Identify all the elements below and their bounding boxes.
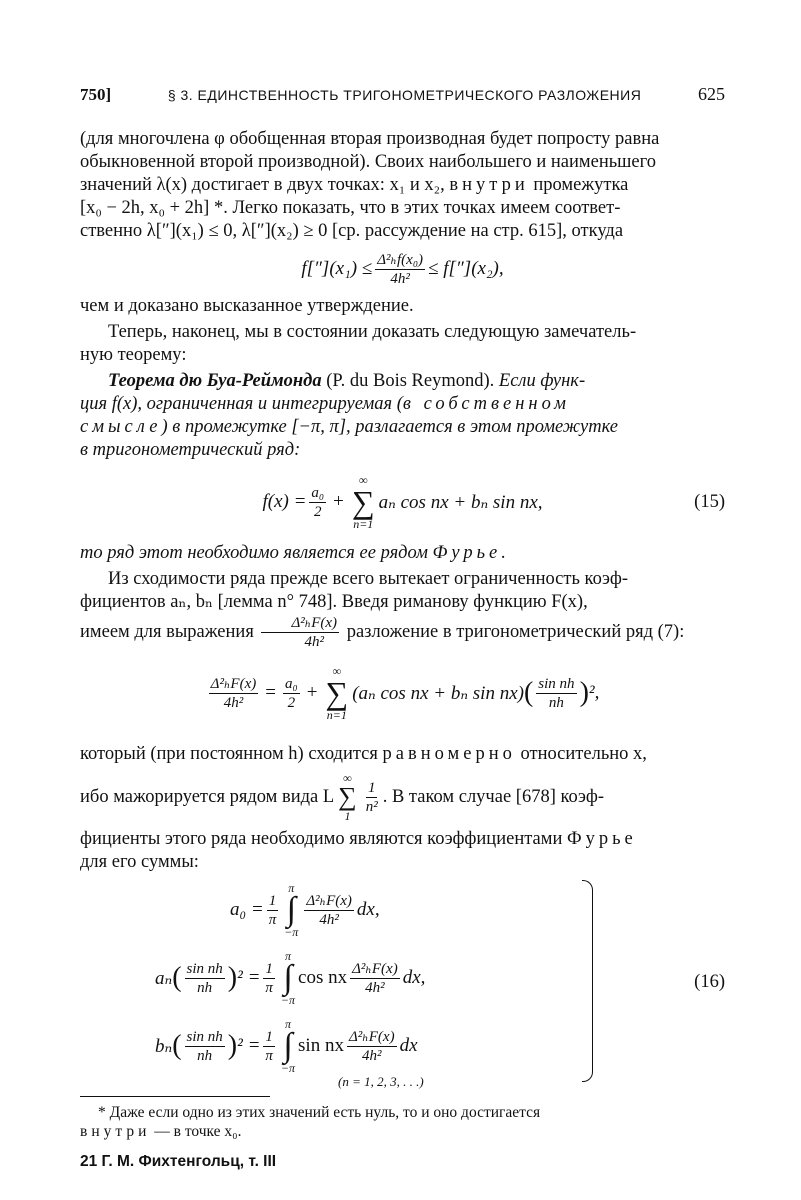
eq16-r3-coef-den: π — [265, 1047, 273, 1064]
para5-line2a: ибо мажорируется рядом вида L — [80, 786, 335, 807]
eq15-a0-fraction — [309, 484, 326, 521]
equation-16 — [80, 880, 725, 1090]
ineq-fraction — [375, 251, 425, 288]
equation-inequality — [80, 243, 725, 295]
eq16-r3-int-top: π — [284, 1017, 291, 1031]
para5-line2b: . В таком случае [678] коэф- — [382, 786, 604, 807]
paragraph-2 — [80, 295, 725, 318]
eq15-number: (15) — [694, 491, 725, 512]
para1-line3c: промежутка — [533, 175, 629, 195]
page — [80, 84, 725, 1171]
eq16-condition: (n = 1, 2, 3, . . .) — [338, 1074, 424, 1089]
eq16-r2-sq: ² = — [237, 967, 261, 988]
eqF-a0-num: a₀ — [284, 675, 298, 692]
eqF-tail: ², — [588, 682, 600, 703]
eq16-row3 — [155, 1014, 418, 1078]
left-paren-icon: ( — [523, 677, 534, 708]
sigma-icon: ∑ — [338, 782, 357, 811]
equation-15 — [80, 462, 725, 542]
para5-line2 — [80, 766, 725, 828]
eqF-plus: + — [306, 682, 318, 703]
eq15-plus: + — [333, 491, 344, 512]
running-header — [80, 84, 725, 112]
theorem-conclusion — [80, 542, 725, 565]
footnote-spaced: внутри — [80, 1123, 151, 1140]
ineq-denominator: 4h² — [390, 270, 410, 287]
eq16-r1-num: Δ²ₕF(x) — [306, 892, 352, 909]
eq16-r3-sq: ² = — [237, 1035, 261, 1056]
eq16-number: (16) — [694, 972, 725, 992]
eq15-body: aₙ cos nx + bₙ sin nx, — [378, 491, 543, 513]
eq15-a0-num: a₀ — [311, 484, 325, 501]
footnote-line1: * Даже если одно из этих значений есть нуль, то и оно достигается — [98, 1104, 541, 1121]
theorem-line3-spaced: смысле — [80, 417, 162, 437]
eq16-r2-mid: cos nx — [298, 967, 348, 988]
eq15-sum — [352, 473, 375, 531]
para4-line3a: имеем для выражения — [80, 621, 254, 642]
eq16-r3-coef-num: 1 — [265, 1028, 273, 1045]
footnote-line2: — в точке x₀. — [154, 1123, 242, 1140]
eq16-r3-sinc — [185, 1028, 225, 1065]
eq16-r2-frac — [350, 960, 400, 997]
printer-signature: 21 Г. М. Фихтенгольц, т. III — [80, 1153, 277, 1170]
para1-line3-spaced: внутри — [449, 175, 529, 195]
theorem-author: (P. du Bois Reymond). — [326, 371, 495, 391]
eq15-a0-den: 2 — [314, 503, 322, 520]
right-paren-icon: ) — [227, 962, 238, 993]
para5-frac-den: n² — [365, 798, 378, 815]
eq16-r2-coef — [263, 960, 275, 997]
eq16-r1-coef-num: 1 — [268, 892, 277, 909]
eq16-r3-den: 4h² — [362, 1047, 382, 1064]
sigma-icon: ∑ — [325, 675, 349, 711]
eq16-r1-int-bottom: −π — [284, 925, 299, 939]
para4-line3b: разложение в тригонометрический ряд (7): — [346, 621, 685, 642]
eq16-r2-sinc-den: nh — [197, 979, 213, 996]
para1-line1: (для многочлена φ обобщенная вторая производная будет попросту равна — [80, 129, 660, 149]
eq16-r3-tail: dx — [399, 1035, 418, 1056]
para4-line1: Из сходимости ряда прежде всего вытекает ограниченность коэф- — [108, 569, 629, 589]
eq15-lhs: f(x) = — [262, 491, 307, 512]
eq16-r1-coef-den: π — [268, 911, 277, 928]
para5-line1b: относительно x, — [520, 744, 647, 764]
para1-line5: ственно λ[″](x₁) ≤ 0, λ[″](x₂) ≥ 0 [ср. рассуждение на стр. 615], откуда — [80, 221, 624, 241]
eq16-r2-lhs: aₙ — [155, 967, 173, 989]
paragraph-5 — [80, 743, 725, 766]
eq16-r3-mid: sin nx — [298, 1035, 344, 1056]
theorem-title: Теорема дю Буа-Реймонда — [108, 371, 322, 391]
theorem-end: то ряд этот необходимо является ее рядом — [80, 543, 428, 563]
eqF-sum-bottom: n=1 — [326, 708, 347, 722]
eq16-r1-den: 4h² — [319, 911, 339, 928]
eq16-r3-int-bottom: −π — [280, 1061, 296, 1075]
para3-line1: Теперь, наконец, мы в состоянии доказать следующую замечатель- — [108, 322, 637, 342]
right-paren-icon: ) — [227, 1030, 238, 1061]
ineq-left: f[″](x₁) ≤ — [301, 258, 373, 279]
eq16-r2-den: 4h² — [365, 979, 385, 996]
eqF-body: (aₙ cos nx + bₙ sin nx) — [352, 682, 524, 704]
eq16-r2-num: Δ²ₕF(x) — [352, 960, 398, 977]
eq16-r3-sinc-den: nh — [197, 1047, 213, 1064]
left-paren-icon: ( — [172, 1030, 182, 1061]
eq15-sum-top: ∞ — [358, 473, 368, 487]
eqF-sinc-num: sin nh — [538, 675, 575, 692]
para5-fraction — [364, 779, 380, 816]
integral-icon: ∫ — [283, 1027, 293, 1064]
para4-frac-num: Δ²ₕF(x) — [261, 614, 339, 633]
para2-text: чем и доказано высказанное утверждение. — [80, 296, 414, 316]
eq16-r1-int-top: π — [288, 881, 295, 895]
para5-line1a: который (при постоянном h) сходится — [80, 744, 378, 764]
eqF-sinc-fraction — [536, 675, 576, 712]
para5-sum — [338, 771, 357, 823]
sigma-icon: ∑ — [351, 484, 375, 520]
header-section-title: § 3. ЕДИНСТВЕННОСТЬ ТРИГОНОМЕТРИЧЕСКОГО РАЗЛОЖЕНИЯ — [167, 87, 642, 103]
left-paren-icon: ( — [172, 962, 182, 993]
integral-icon: ∫ — [283, 959, 293, 996]
theorem — [80, 370, 725, 462]
para3-line2: ную теорему: — [80, 345, 187, 365]
eqF-lhs-den: 4h² — [223, 694, 244, 711]
para5-line3-spaced: Фурье — [566, 829, 637, 849]
para1-line2: обыкновенной второй производной). Своих наибольшего и наименьшего — [80, 152, 657, 172]
eq16-r1-integral — [284, 882, 298, 938]
eqF-sum-top: ∞ — [332, 664, 342, 678]
para1-line3a: значений λ(x) достигает в двух точках: x₁ и x₂, — [80, 175, 445, 195]
eq16-r1-coef — [267, 892, 279, 929]
para5-sum-top: ∞ — [343, 771, 352, 785]
eq16-r1-lhs: a₀ = — [230, 899, 264, 920]
eq16-r1-frac — [304, 892, 354, 929]
right-brace-icon — [582, 880, 593, 1082]
eq16-r2-integral — [281, 950, 295, 1006]
footnote — [80, 1103, 725, 1141]
eqF-a0-den: 2 — [287, 694, 296, 711]
eq15-sum-bottom: n=1 — [353, 517, 374, 531]
para5-frac-num: 1 — [367, 779, 376, 796]
eq16-r3-integral — [281, 1018, 295, 1074]
eqF-sinc-den: nh — [548, 694, 564, 711]
paragraph-1 — [80, 128, 725, 243]
paragraph-4 — [80, 568, 725, 651]
eqF-sum — [325, 664, 348, 722]
eq16-r2-coef-den: π — [265, 979, 273, 996]
eqF-equals: = — [265, 682, 276, 703]
eq16-row2 — [155, 946, 425, 1010]
para5-line3a: фициенты этого ряда необходимо являются коэффициентами — [80, 829, 563, 849]
theorem-text1: Если функ- — [498, 371, 586, 391]
theorem-line4: в тригонометрический ряд: — [80, 440, 301, 460]
header-left: 750] — [80, 85, 112, 104]
ineq-right: ≤ f[″](x₂), — [428, 258, 504, 279]
eqF-a0-fraction — [283, 675, 300, 712]
theorem-end-spaced: Фурье. — [432, 543, 510, 563]
paragraph-5-cont — [80, 828, 725, 874]
eq16-r2-sinc-num: sin nh — [186, 960, 223, 977]
para1-line4: [x₀ − 2h, x₀ + 2h] *. Легко показать, что в этих точках имеем соответ- — [80, 198, 621, 218]
page-number: 625 — [697, 84, 725, 104]
eq16-r3-lhs: bₙ — [155, 1035, 173, 1057]
para5-line1-spaced: равномерно — [382, 744, 516, 764]
para4-frac-den: 4h² — [304, 634, 324, 650]
theorem-line2-spaced: в собственном — [402, 394, 570, 414]
theorem-line2: ция f(x), ограниченная и интегрируемая ( — [80, 394, 403, 414]
footnote-rule — [80, 1096, 270, 1097]
eqF-lhs-fraction — [209, 675, 259, 712]
equation-F — [80, 651, 725, 735]
para5-sum-bottom: 1 — [344, 809, 351, 823]
eq16-r1-tail: dx, — [356, 899, 380, 920]
eq16-row1 — [230, 880, 380, 940]
eq16-r3-frac — [347, 1028, 397, 1065]
eq16-r2-coef-num: 1 — [265, 960, 273, 977]
eq16-r3-sinc-num: sin nh — [186, 1028, 223, 1045]
para5-line4: для его суммы: — [80, 852, 199, 872]
eq16-r2-tail: dx, — [402, 967, 426, 988]
eq16-r2-sinc — [185, 960, 225, 997]
eq16-r3-coef — [263, 1028, 275, 1065]
ineq-numerator: Δ²ₕf(x₀) — [377, 251, 424, 268]
eqF-lhs-num: Δ²ₕF(x) — [210, 675, 257, 692]
eq16-r3-num: Δ²ₕF(x) — [348, 1028, 395, 1045]
right-paren-icon: ) — [579, 677, 589, 708]
integral-icon: ∫ — [286, 891, 296, 928]
paragraph-3 — [80, 321, 725, 367]
para4-fraction — [261, 614, 339, 651]
theorem-line3: ) в промежутке [−π, π], разлагается в этом промежутке — [161, 417, 618, 437]
eq16-r2-int-bottom: −π — [280, 993, 296, 1007]
para4-line2: фициентов aₙ, bₙ [лемма n° 748]. Введя риманову функцию F(x), — [80, 592, 588, 612]
eq16-r2-int-top: π — [284, 949, 291, 963]
